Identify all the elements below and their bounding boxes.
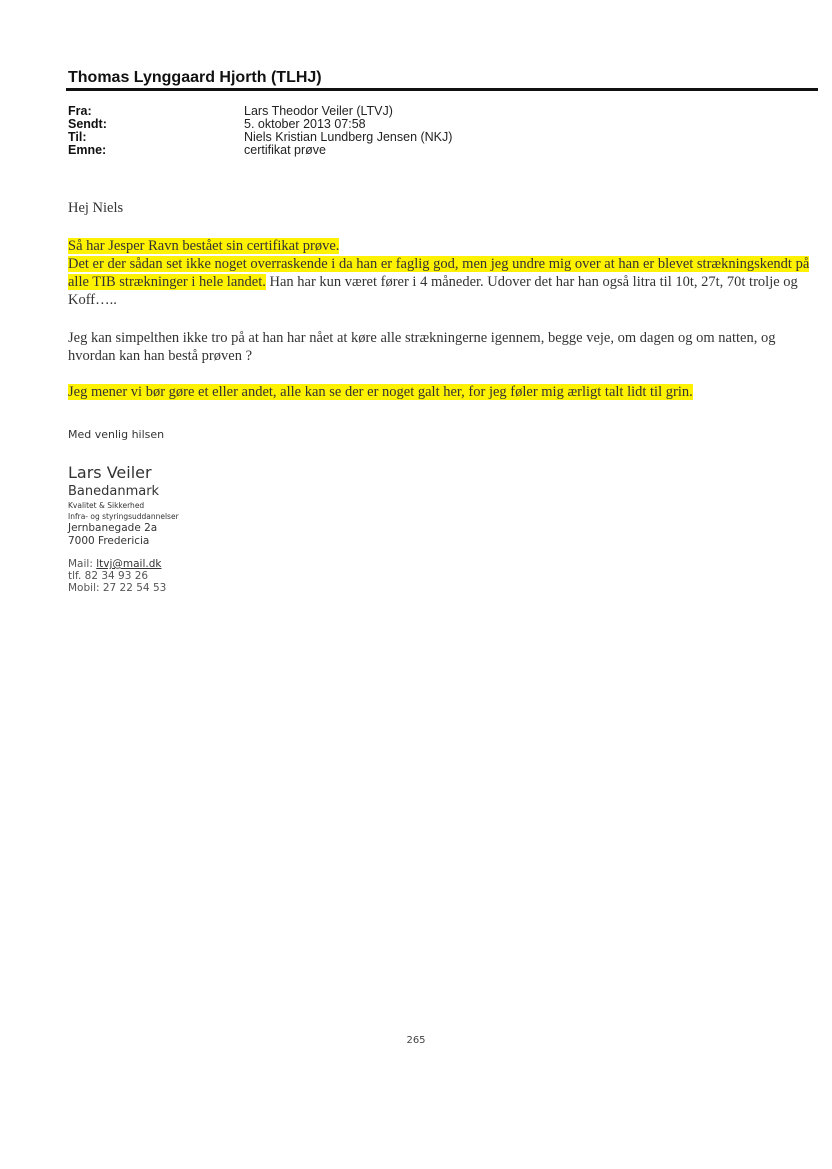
mail-label: Mail: (68, 558, 97, 570)
from-value: Lars Theodor Veiler (LTVJ) (244, 104, 393, 118)
to-value: Niels Kristian Lundberg Jensen (NKJ) (244, 130, 453, 144)
from-label: Fra: (68, 104, 92, 118)
page-number: 265 (406, 1035, 426, 1046)
paragraph-2: Jeg kan simpelthen ikke tro på at han har nået at køre alle strækningerne igennem, begge veje, om dagen og om natten, og hvordan kan han bestå prøven ? (68, 330, 776, 364)
subject-value: certifikat prøve (244, 143, 326, 157)
sent-value: 5. oktober 2013 07:58 (244, 117, 366, 131)
signature-dept-2: Infra- og styringsuddannelser (68, 512, 179, 521)
paragraph-1 (68, 237, 820, 309)
greeting: Hej Niels (68, 200, 124, 216)
email-body (68, 199, 820, 401)
signature-dept-1: Kvalitet & Sikkerhed (68, 501, 145, 510)
sent-label: Sendt: (68, 117, 107, 131)
closing: Med venlig hilsen (68, 428, 165, 441)
signature-mail (68, 558, 179, 570)
mail-link[interactable]: ltvj@mail.dk (96, 558, 162, 570)
subject-label: Emne: (68, 143, 107, 157)
signature-org: Banedanmark (68, 484, 160, 499)
signature-street: Jernbanegade 2a (68, 522, 158, 534)
signature-mobile: Mobil: 27 22 54 53 (68, 582, 167, 594)
signature (68, 428, 179, 594)
header-rule (66, 88, 818, 91)
highlight-3: Jeg mener vi bør gøre et eller andet, alle kan se der er noget galt her, for jeg føler mig ærligt talt lidt til grin. (68, 384, 693, 400)
signature-city: 7000 Fredericia (68, 535, 150, 547)
header-subject (68, 144, 452, 157)
signature-name: Lars Veiler (68, 463, 152, 482)
paragraph-1-rest: Han har kun været fører i 4 måneder. Udover det har han også litra til 10t, 27t, 70t trolje og Koff….. (68, 274, 798, 308)
highlight-1: Så har Jesper Ravn bestået sin certifikat prøve. (68, 238, 340, 254)
to-label: Til: (68, 130, 87, 144)
signature-phone: tlf. 82 34 93 26 (68, 570, 149, 582)
mailbox-owner: Thomas Lynggaard Hjorth (TLHJ) (68, 69, 322, 86)
highlight-2: Det er der sådan set ikke noget overraskende i da han er faglig god, men jeg undre mig over at han er blevet strækningskendt på alle TIB strækninger i hele landet. (68, 256, 810, 290)
email-headers (68, 105, 452, 157)
paragraph-3 (68, 383, 820, 401)
